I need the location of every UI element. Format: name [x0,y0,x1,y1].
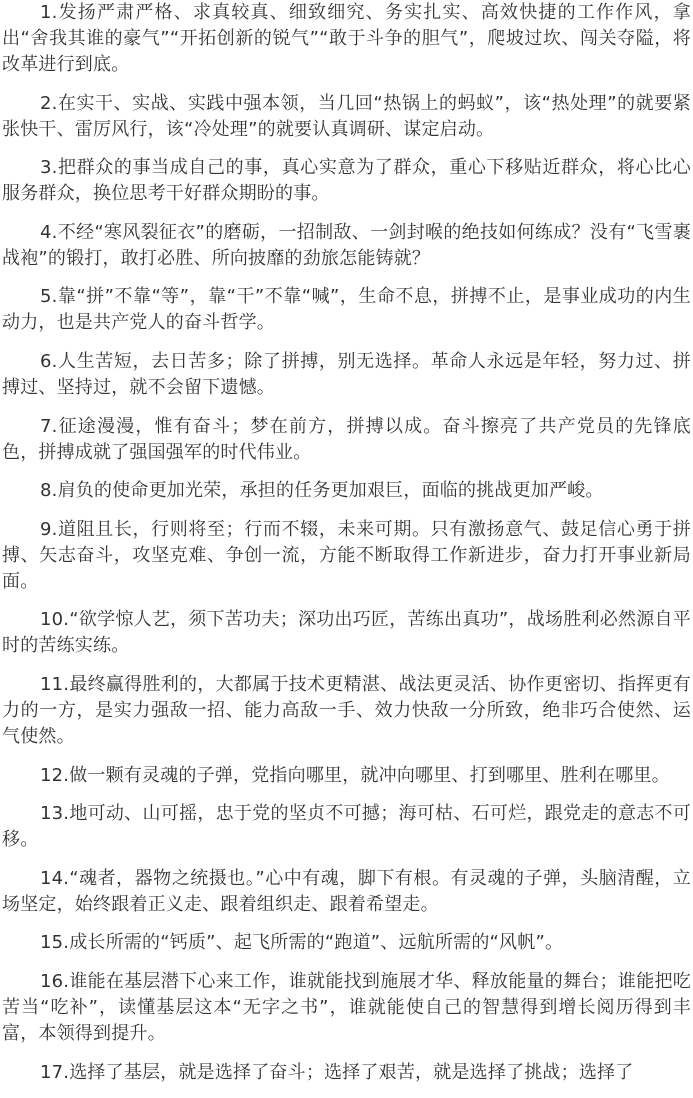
paragraph-2: 2.在实干、实战、实践中强本领，当几回“热锅上的蚂蚁”，该“热处理”的就要紧张快干、雷厉风行，该“冷处理”的就要认真调研、谋定启动。 [2,92,691,140]
paragraph-7: 7.征途漫漫，惟有奋斗；梦在前方，拼搏以成。奋斗擦亮了共产党员的先锋底色，拼搏成就了强国强军的时代伟业。 [2,415,691,463]
paragraph-10: 10.“欲学惊人艺，须下苦功夫；深功出巧匠，苦练出真功”，战场胜利必然源自平时的苦练实练。 [2,609,691,657]
paragraph-1: 1.发扬严肃严格、求真较真、细致细究、务实扎实、高效快捷的工作作风，拿出“舍我其谁的豪气”“开拓创新的锐气”“敢于斗争的胆气”，爬坡过坎、闯关夺隘，将改革进行到底。 [2,2,691,75]
paragraph-5: 5.靠“拼”不靠“等”，靠“干”不靠“喊”，生命不息，拼搏不止，是事业成功的内生动力，也是共产党人的奋斗哲学。 [2,286,691,334]
paragraph-12: 12.做一颗有灵魂的子弹，党指向哪里，就冲向哪里、打到哪里、胜利在哪里。 [40,764,670,786]
paragraph-6: 6.人生苦短，去日苦多；除了拼搏，别无选择。革命人永远是年轻，努力过、拼搏过、坚持过，就不会留下遗憾。 [2,350,691,398]
paragraph-17: 17.选择了基层，就是选择了奋斗；选择了艰苦，就是选择了挑战；选择了 [40,1061,634,1083]
paragraph-11: 11.最终赢得胜利的，大都属于技术更精湛、战法更灵活、协作更密切、指挥更有力的一方，是实力强敌一招、能力高敌一手、效力快敌一分所致，绝非巧合使然、运气使然。 [2,673,691,747]
paragraph-8: 8.肩负的使命更加光荣，承担的任务更加艰巨，面临的挑战更加严峻。 [40,480,604,502]
paragraph-3: 3.把群众的事当成自己的事，真心实意为了群众，重心下移贴近群众，将心比心服务群众，换位思考干好群众期盼的事。 [2,157,691,205]
paragraph-4: 4.不经“寒风裂征衣”的磨砺，一招制敌、一剑封喉的绝技如何练成？没有“飞雪裹战袍”的锻打，敢打必胜、所向披靡的劲旅怎能铸就？ [2,221,691,269]
paragraph-13: 13.地可动、山可摇，忠于党的坚贞不可撼；海可枯、石可烂，跟党走的意志不可移。 [2,803,691,851]
paragraph-15: 15.成长所需的“钙质”、起飞所需的“跑道”、远航所需的“风帆”。 [40,932,564,954]
paragraph-14: 14.“魂者，器物之统摄也。”心中有魂，脚下有根。有灵魂的子弹，头脑清醒，立场坚定，始终跟着正义走、跟着组织走、跟着希望走。 [2,867,691,915]
paragraph-9: 9.道阻且长，行则将至；行而不辍，未来可期。只有激扬意气、鼓足信心勇于拼搏、矢志奋斗，攻坚克难、争创一流，方能不断取得工作新进步，奋力打开事业新局面。 [2,518,691,592]
paragraph-16: 16.谁能在基层潜下心来工作，谁就能找到施展才华、释放能量的舞台；谁能把吃苦当“吃补”，读懂基层这本“无字之书”，谁就能使自己的智慧得到增长阅历得到丰富，本领得到提升。 [2,970,691,1044]
document-body [2,0,691,1098]
